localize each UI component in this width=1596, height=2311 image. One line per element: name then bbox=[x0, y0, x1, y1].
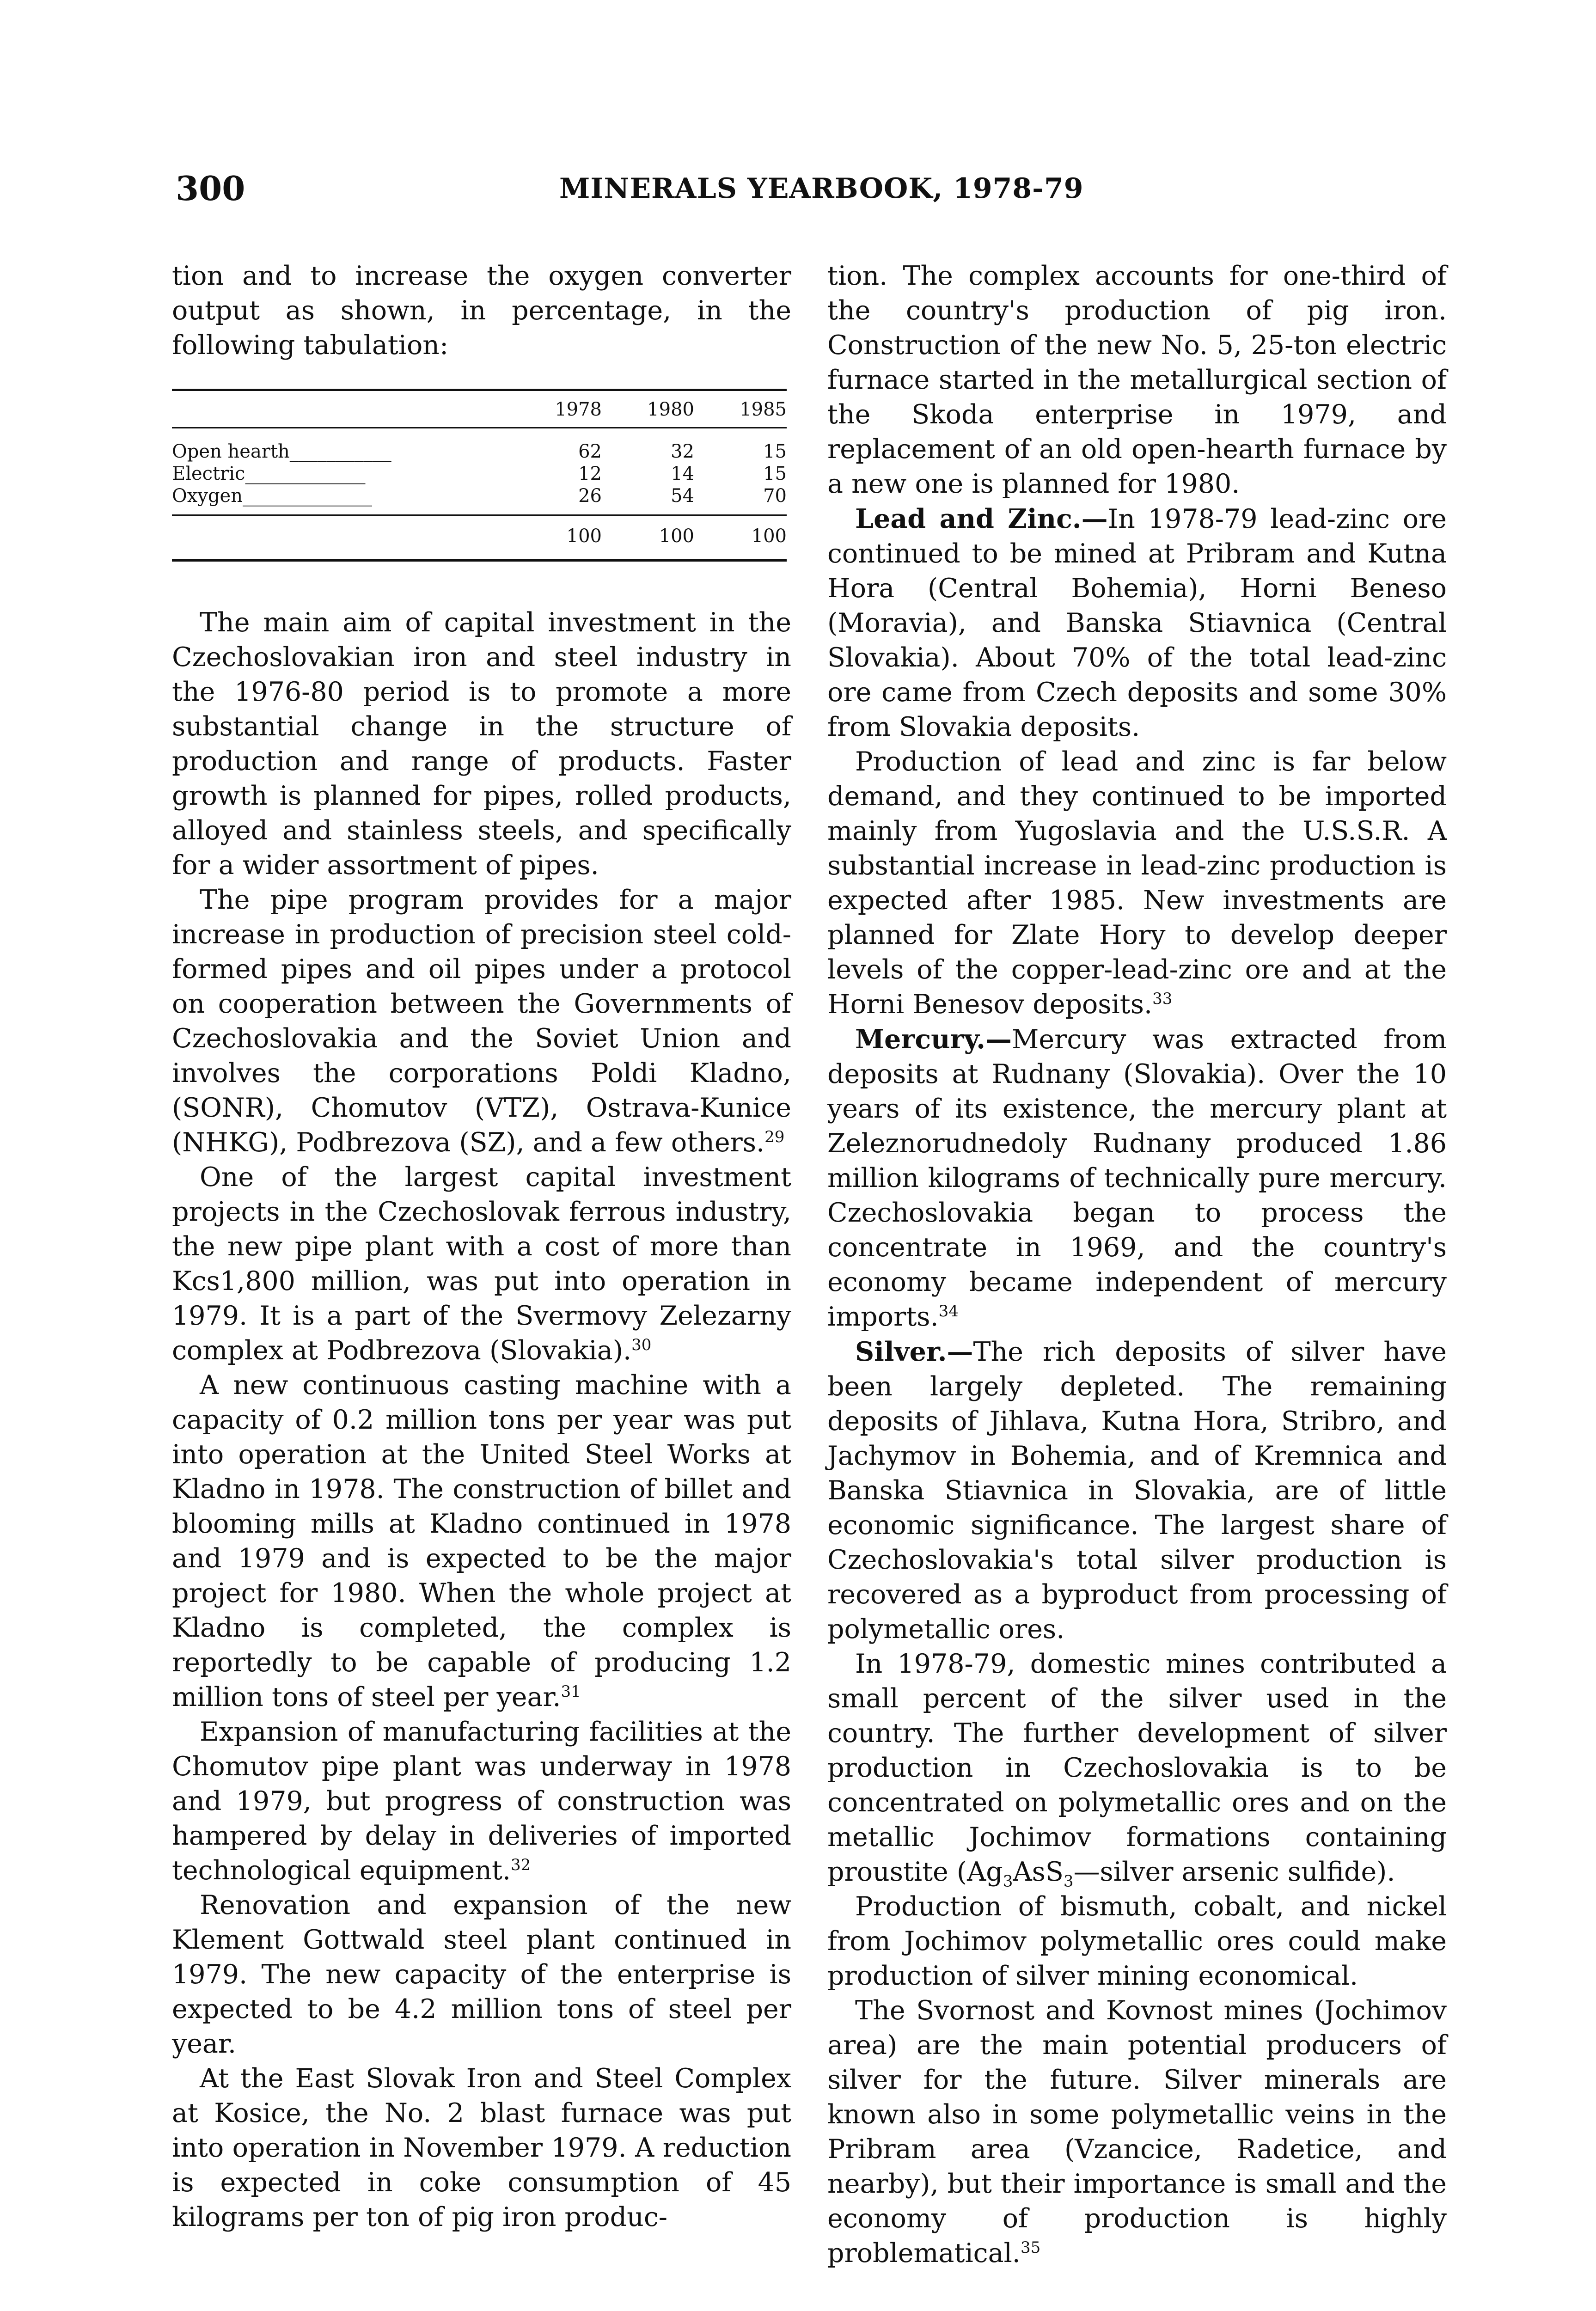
table-header-row bbox=[172, 389, 787, 428]
section-heading-silver: Silver.— bbox=[855, 1336, 973, 1367]
paragraph-lead-zinc-demand: Production of lead and zinc is far below demand, and they continued to be imported mainly from Yugoslavia and the U.S.S.R. A substantial increase in lead-zinc production is expected after 1985. New investments are planned for Zlate Hory to develop deeper levels of the copper-lead-zinc ore and at the Horni Benesov deposits.$^{33}$ bbox=[827, 746, 1447, 1020]
row-label: Open hearth bbox=[172, 441, 290, 462]
row-label: Electric bbox=[172, 463, 245, 484]
page-header bbox=[176, 169, 1442, 220]
total-cell: 100 bbox=[751, 526, 787, 547]
footnote-ref: 34 bbox=[938, 1302, 959, 1321]
paragraph-pipe-plant: One of the largest capital investment projects in the Czechoslovak ferrous industry, the new pipe plant with a cost of more than Kcs1,800 million, was put into operation in 1979. It is a part of the Svermovy Zelezarny complex at Podbrezova (Slovakia).$^{30}$ bbox=[172, 1162, 791, 1366]
total-cell: 100 bbox=[659, 526, 694, 547]
table-cell: 15 bbox=[763, 441, 787, 462]
table-cell: 70 bbox=[763, 485, 787, 507]
total-cell: 100 bbox=[566, 526, 602, 547]
table-cell: 26 bbox=[578, 485, 602, 507]
paragraph-pipe-program: The pipe program provides for a major increase in production of precision steel cold-formed pipes and oil pipes under a protocol on cooperation between the Governments of Czechoslovakia and the Soviet Union and involves the corporations Poldi Kladno, (SONR), Chomutov (VTZ), Ostrava-Kunice (NHKG), Podbrezova (SZ), and a few others.$^{29}$ bbox=[172, 885, 791, 1158]
section-heading-lead-zinc: Lead and Zinc.— bbox=[855, 503, 1108, 534]
running-title: MINERALS YEARBOOK, 1978-79 bbox=[559, 172, 1084, 205]
left-column bbox=[172, 259, 791, 2235]
row-leader: _____________ bbox=[245, 463, 366, 484]
table-cell: 14 bbox=[671, 463, 694, 484]
right-column bbox=[827, 259, 1447, 2271]
table-cell: 62 bbox=[578, 441, 602, 462]
table-cell: 12 bbox=[578, 463, 602, 484]
row-leader: ______________ bbox=[243, 485, 372, 507]
paragraph-continuation: tion. The complex accounts for one-third of the country's production of pig iron. Construction of the new No. 5, 25-ton electric furnace started in the metallurgical section of the Skoda enterprise in 1979, and replacement of an old open-hearth furnace by a new one is planned for 1980. bbox=[827, 261, 1447, 499]
table-body bbox=[172, 428, 787, 514]
footnote-ref: 32 bbox=[510, 1856, 531, 1874]
table-cell: 15 bbox=[763, 463, 787, 484]
page-number: 300 bbox=[176, 169, 245, 208]
table-cell: 54 bbox=[671, 485, 694, 507]
table-row bbox=[172, 440, 787, 463]
paragraph-kosice: At the East Slovak Iron and Steel Complex at Kosice, the No. 2 blast furnace was put into operation in November 1979. A reduction is expected in coke consumption of 45 kilograms per ton of pig iron produc- bbox=[172, 2063, 791, 2232]
paragraph-silver: Silver.—The rich deposits of silver have been largely depleted. The remaining deposits of Jihlava, Kutna Hora, Stribro, and Jachymov in Bohemia, and of Kremnica and Banska Stiavnica in Slovakia, are of little economic significance. The largest share of Czechoslovakia's total silver production is recovered as a byproduct from processing of polymetallic ores. bbox=[827, 1336, 1447, 1645]
paragraph-bismuth: Production of bismuth, cobalt, and nickel from Jochimov polymetallic ores could make production of silver mining economical. bbox=[827, 1891, 1447, 1991]
year-header: 1985 bbox=[740, 399, 787, 420]
paragraph-lead-zinc: Lead and Zinc.—In 1978-79 lead-zinc ore continued to be mined at Pribram and Kutna Hora (Central Bohemia), Horni Beneso (Moravia), and Banska Stiavnica (Central Slovakia). About 70% of the total lead-zinc ore came from Czech deposits and some 30% from Slovakia deposits. bbox=[827, 503, 1447, 742]
intro-paragraph: tion and to increase the oxygen converter output as shown, in percentage, in the following tabulation: bbox=[172, 261, 791, 361]
furnace-share-table bbox=[172, 389, 787, 562]
footnote-ref: 29 bbox=[764, 1128, 785, 1146]
row-leader: ___________ bbox=[289, 441, 391, 462]
paragraph-capital-investment: The main aim of capital investment in the Czechoslovakian iron and steel industry in the 1976-80 period is to promote a more substantial change in the structure of production and range of products. Faster growth is planned for pipes, rolled products, alloyed and stainless steels, and specifically for a wider assortment of pipes. bbox=[172, 607, 791, 880]
paragraph-chomutov: Expansion of manufacturing facilities at the Chomutov pipe plant was underway in 1978 and 1979, but progress of construction was hampered by delay in deliveries of imported technological equipment.$^{32}$ bbox=[172, 1717, 791, 1886]
footnote-ref: 31 bbox=[561, 1682, 581, 1701]
footnote-ref: 33 bbox=[1152, 990, 1173, 1008]
paragraph-svornost: The Svornost and Kovnost mines (Jochimov area) are the main potential producers of silver for the future. Silver minerals are known also in some polymetallic veins in the Pribram area (Vzancice, Radetice, and nearby), but their importance is small and the economy of production is highly problematical.$^{35}$ bbox=[827, 1995, 1447, 2268]
paragraph-mercury: Mercury.—Mercury was extracted from deposits at Rudnany (Slovakia). Over the 10 years of its existence, the mercury plant at Zeleznorudnedoly Rudnany produced 1.86 million kilograms of technically pure mercury. Czechoslovakia began to process the concentrate in 1969, and the country's economy became independent of mercury imports.$^{34}$ bbox=[827, 1024, 1447, 1332]
year-header: 1980 bbox=[647, 399, 694, 420]
paragraph-silver-domestic: In 1978-79, domestic mines contributed a small percent of the silver used in the country. The further development of silver production in Czechoslovakia is to be concentrated on polymetallic ores and on the metallic Jochimov formations containing proustite ($Ag_3AsS_3—silver$ arsenic sulfide). bbox=[827, 1649, 1447, 1891]
table-cell: 32 bbox=[671, 441, 694, 462]
paragraph-casting-machine: A new continuous casting machine with a capacity of 0.2 million tons per year was put into operation at the United Steel Works at Kladno in 1978. The construction of billet and blooming mills at Kladno continued in 1978 and 1979 and is expected to be the major project for 1980. When the whole project at Kladno is completed, the complex is reportedly to be capable of producing 1.2 million tons of steel per year.$^{31}$ bbox=[172, 1370, 791, 1712]
row-label: Oxygen bbox=[172, 485, 243, 507]
footnote-ref: 30 bbox=[631, 1336, 652, 1354]
table-row bbox=[172, 485, 787, 507]
paragraph-gottwald: Renovation and expansion of the new Klement Gottwald steel plant continued in 1979. The new capacity of the enterprise is expected to be 4.2 million tons of steel per year. bbox=[172, 1890, 791, 2059]
table-row bbox=[172, 463, 787, 485]
table-total-row bbox=[172, 514, 787, 562]
footnote-ref: 35 bbox=[1020, 2238, 1041, 2257]
year-header: 1978 bbox=[555, 399, 602, 420]
section-heading-mercury: Mercury.— bbox=[855, 1024, 1012, 1055]
